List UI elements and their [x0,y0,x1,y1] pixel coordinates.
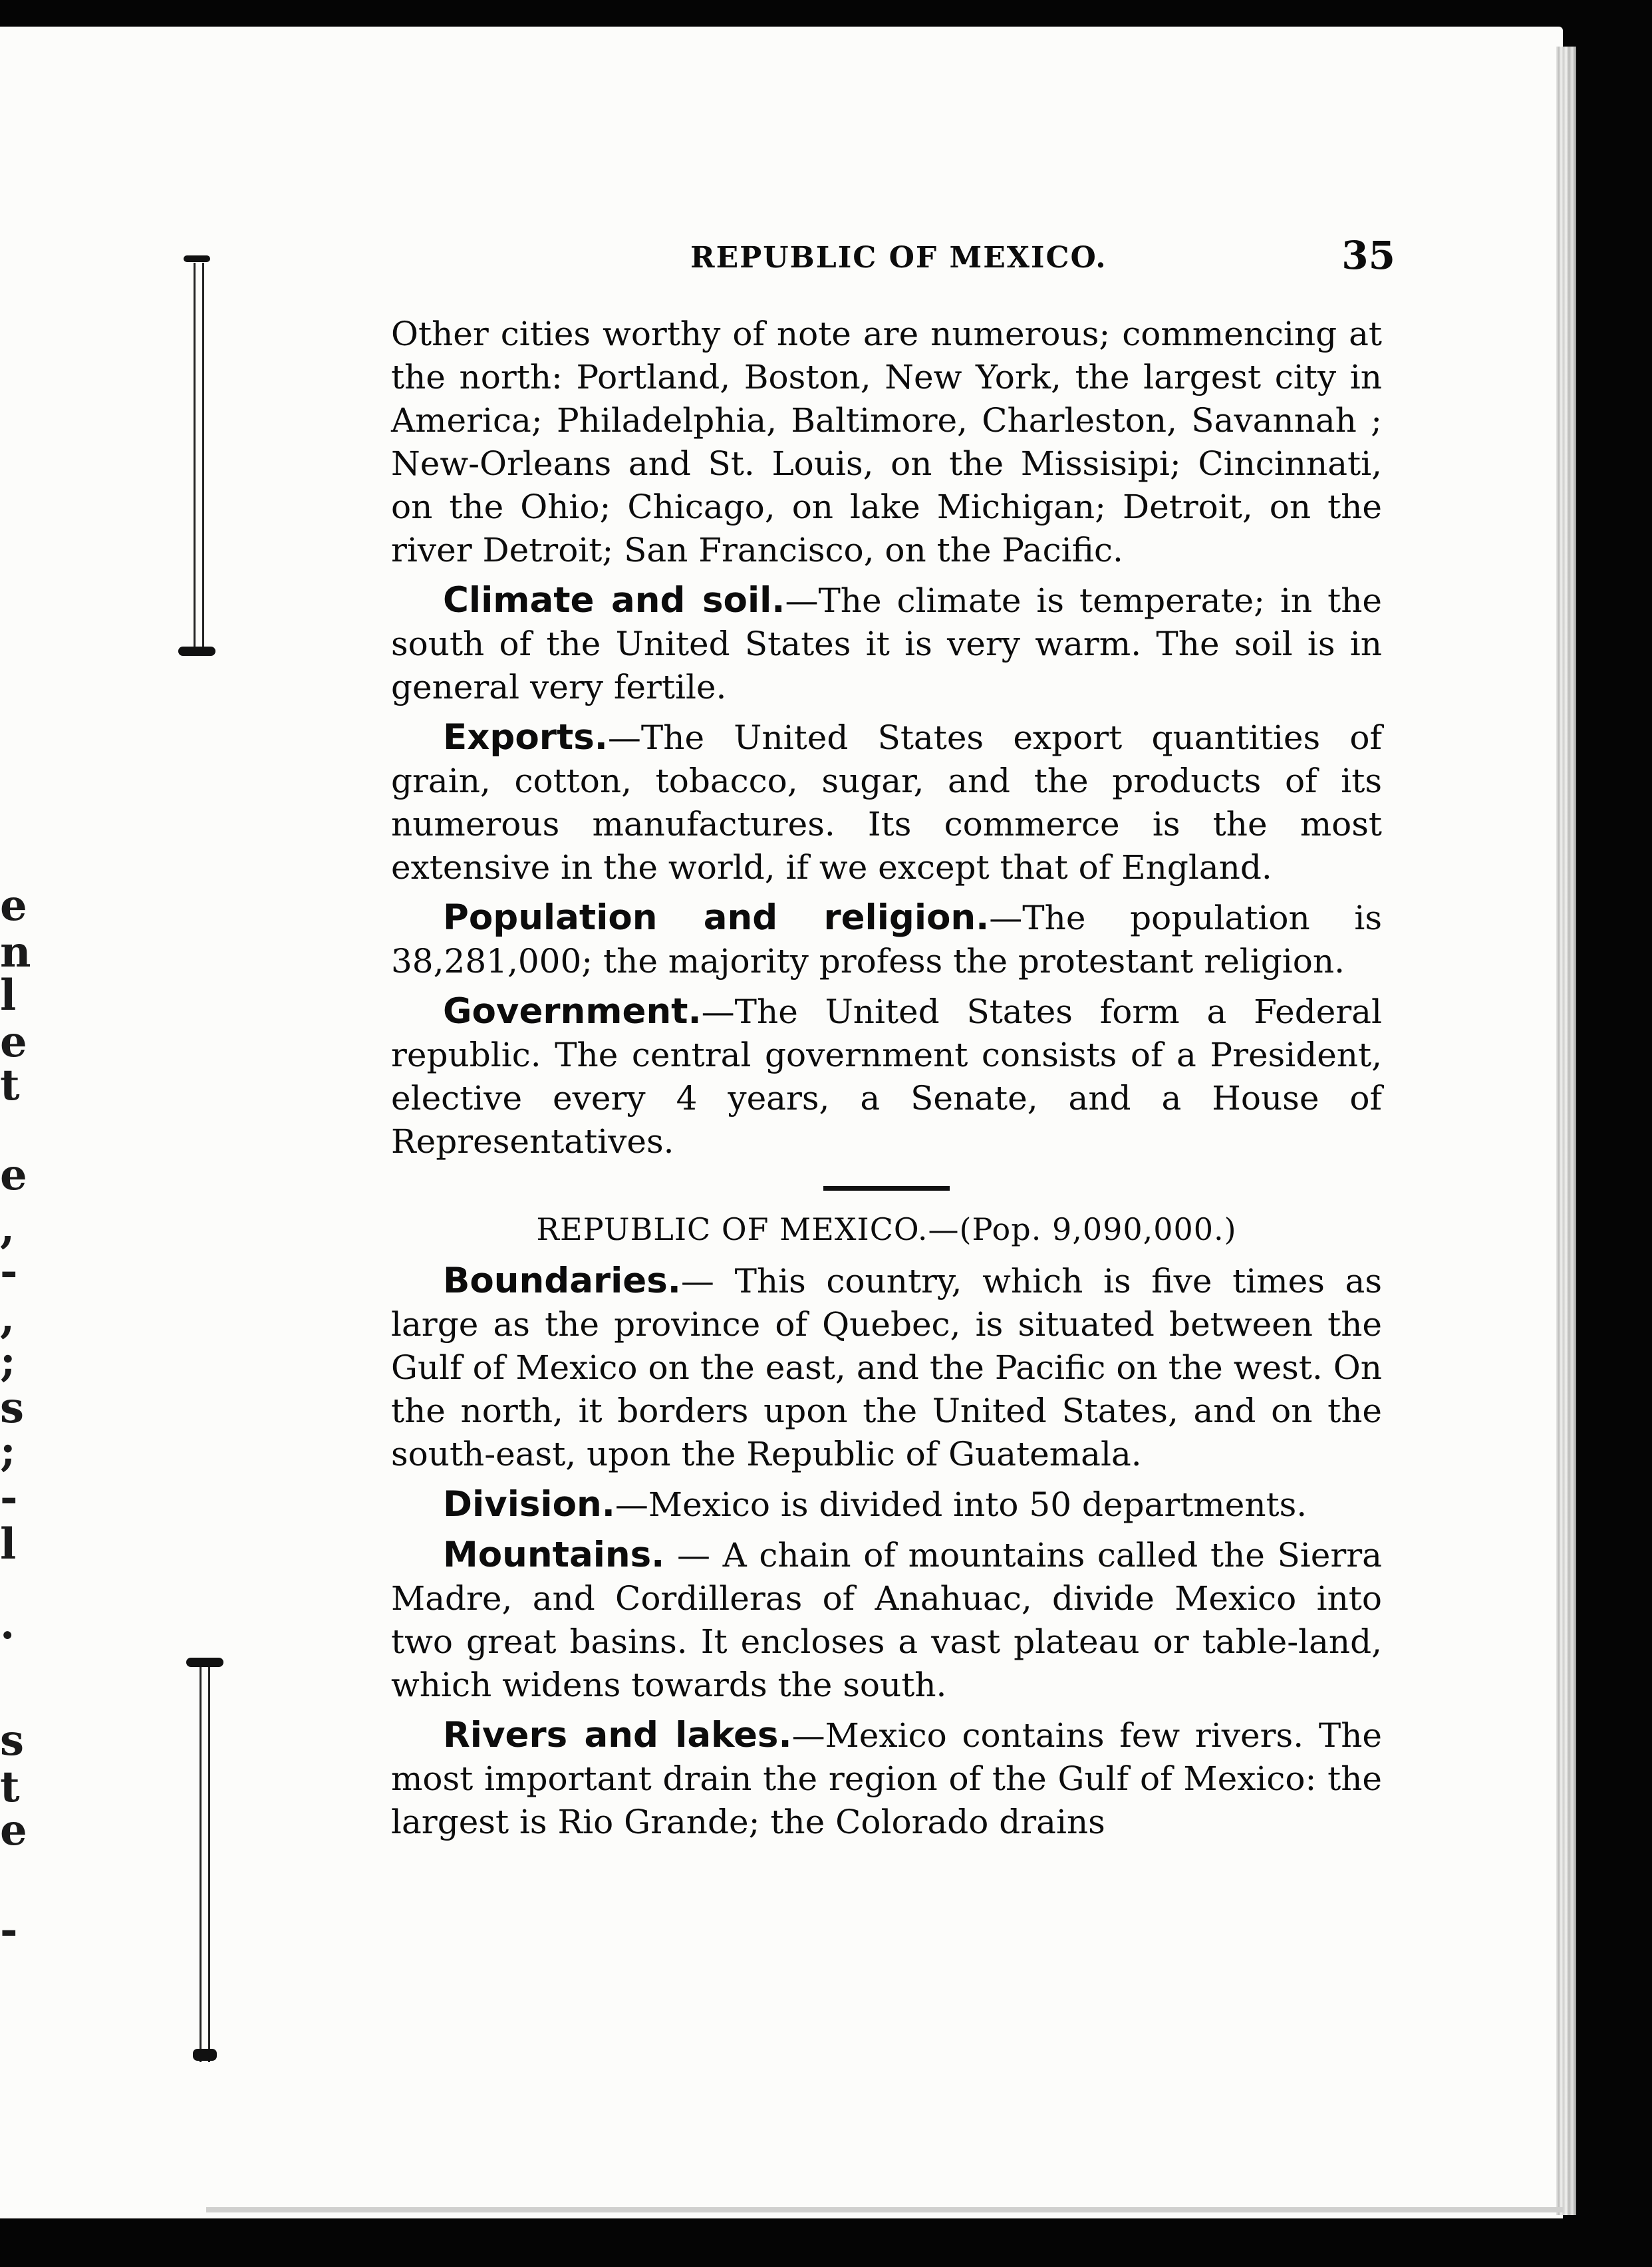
facing-page-fragment: t [0,1060,20,1110]
paragraph-text: —Mexico contains few rivers. The most important drain the region of the Gulf of Mexico: the largest is Rio Grande; the Colorado drains [391,1716,1382,1841]
facing-page-fragment: ; [0,1336,16,1386]
running-head [391,233,1395,287]
section-title: REPUBLIC OF MEXICO.—(Pop. 9,090,000.) [536,1211,1237,1247]
facing-page-fragment: e [0,1150,27,1200]
facing-page-fragment: - [0,1905,18,1955]
page-bottom-edge [206,2207,1563,2212]
paragraph-mountains [391,1533,1382,1707]
paragraph-heading: Population and religion. [443,897,990,938]
paragraph-heading: Exports. [443,717,608,758]
section-divider-rule [823,1186,950,1191]
facing-page-fragment: s [0,1383,25,1433]
binding-thread-upper-top [184,255,210,262]
paragraph-text: — This country, which is five times as large as the province of Quebec, is situated between the Gulf of Mexico on the east, and the Pacific on the west. On the north, it borders upon the United States, and on the south-east, upon the Republic of Guatemala. [391,1262,1382,1473]
body-text [391,313,1382,1851]
paragraph-climate-and-soil [391,579,1382,709]
paragraph-heading: Division. [443,1484,615,1525]
paragraph-text: —The population is 38,281,000; the majority profess the protestant religion. [391,899,1383,981]
facing-page-fragment: - [0,1473,18,1523]
paragraph-text: —Mexico is divided into 50 departments. [615,1485,1308,1524]
facing-page-fragment: , [0,1203,15,1253]
facing-page-fragment: . [0,1599,15,1649]
facing-page-fragment: , [0,1293,15,1343]
facing-page-fragment: ; [0,1426,16,1476]
paragraph-text: Other cities worthy of note are numerous; commencing at the north: Portland, Boston, New York, the largest city in America; Philadelphia, Baltimore, Charleston, Savannah ; New-Orleans and St. Louis, on the Missisipi; Cincinnati, on the Ohio; Chicago, on lake Michigan; Detroit, on the river Detroit; San Francisco, on the Pacific. [391,315,1382,569]
binding-thread-upper-cap [178,647,215,656]
paragraph-text: —The climate is temperate; in the south of the United States it is very warm. The soil is in general very fertile. [391,581,1382,706]
paragraph-exports [391,716,1382,889]
facing-page-fragment: e [0,1017,27,1067]
paragraph-division [391,1483,1382,1527]
paragraph-government [391,990,1382,1163]
facing-page-fragment: l [0,1519,17,1569]
paragraph-text: —The United States form a Federal republic. The central government consists of a President, elective every 4 years, a Senate, and a House of Representatives. [391,992,1382,1161]
running-head-title: REPUBLIC OF MEXICO. [690,241,1107,275]
facing-page-fragment: s [0,1716,25,1765]
binding-thread-lower-cap [193,2049,217,2061]
paragraph-boundaries [391,1259,1382,1476]
facing-page-fragment: n [0,927,31,977]
page-edge-stack [1556,47,1576,2215]
facing-page-fragment: t [0,1762,20,1812]
paragraph-heading: Boundaries. [443,1261,681,1301]
facing-page-fragment: - [0,1247,18,1296]
binding-thread-lower-top [186,1658,223,1667]
facing-page-fragment: l [0,971,17,1020]
binding-thread-upper [194,263,204,652]
paragraph-other-cities [391,313,1382,572]
paragraph-population-and-religion [391,896,1382,983]
paragraph-text: —The United States export quantities of grain, cotton, tobacco, sugar, and the products of its numerous manufactures. Its commerce is the most extensive in the world, if we except that of England. [391,718,1382,887]
facing-page-fragment: e [0,881,27,931]
paragraph-heading: Mountains. [443,1535,665,1575]
paragraph-rivers-and-lakes [391,1714,1382,1844]
paragraph-heading: Rivers and lakes. [443,1715,792,1755]
page-number: 35 [1341,233,1395,278]
paragraph-heading: Government. [443,991,702,1032]
paragraph-heading: Climate and soil. [443,580,785,621]
facing-page-fragment: e [0,1805,27,1855]
paragraph-text: — A chain of mountains called the Sierra Madre, and Cordilleras of Anahuac, divide Mexico into two great basins. It encloses a vast plateau or table-land, which widens towards the south. [391,1536,1382,1704]
binding-thread-lower [200,1663,210,2062]
